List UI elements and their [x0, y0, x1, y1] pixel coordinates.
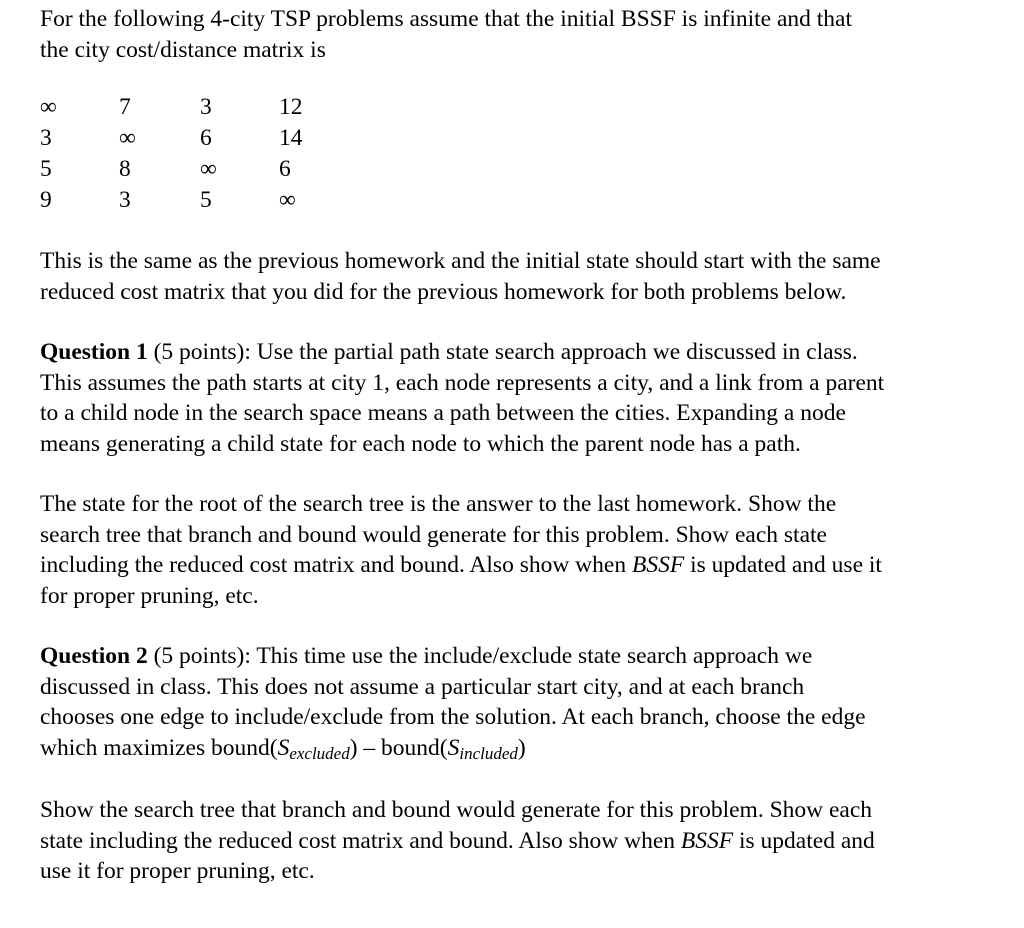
matrix-cell: 8	[119, 156, 131, 182]
s-included-subscript: included	[459, 743, 518, 763]
matrix-cell: 3	[119, 187, 131, 213]
question-1-paragraph	[40, 337, 1010, 459]
q2-detail-text: state including the reduced cost matrix and bound. Also show when	[40, 827, 681, 854]
matrix-cell: 12	[279, 94, 303, 120]
question-2-label: Question 2	[40, 643, 148, 669]
q2-text: )	[517, 734, 526, 761]
question-2-detail-paragraph	[40, 795, 1010, 887]
matrix-cell: ∞	[40, 94, 57, 120]
intro-line-2: the city cost/distance matrix is	[40, 36, 326, 63]
q1-detail-line-4: for proper pruning, etc.	[40, 582, 259, 609]
matrix-row-2	[40, 123, 1010, 154]
question-2-line-4	[40, 733, 1010, 766]
same-note-line-1: This is the same as the previous homework and the initial state should start with the same	[40, 248, 881, 274]
document-page	[40, 4, 1010, 887]
q2-text: ) – bound(	[349, 734, 448, 761]
question-1-detail-paragraph	[40, 489, 1010, 611]
question-1-line-2: This assumes the path starts at city 1, each node represents a city, and a link from a parent	[40, 369, 885, 396]
matrix-cell: 5	[200, 187, 212, 213]
q1-detail-text: is updated and use it	[684, 552, 882, 578]
bssf-term: BSSF	[631, 552, 685, 578]
cost-matrix	[40, 92, 1010, 216]
question-2-line-1	[40, 641, 1010, 672]
q2-detail-line-1: Show the search tree that branch and bound would generate for this problem. Show each	[40, 797, 873, 823]
matrix-cell: ∞	[279, 187, 296, 213]
s-included-symbol: S	[447, 734, 460, 761]
q1-detail-line-1: The state for the root of the search tree is the answer to the last homework. Show the	[40, 491, 837, 517]
q2-detail-line-3: use it for proper pruning, etc.	[40, 858, 315, 884]
question-2-line-3: chooses one edge to include/exclude from the solution. At each branch, choose the edge	[40, 704, 866, 730]
same-note-paragraph	[40, 246, 1010, 307]
same-note-line-2: reduced cost matrix that you did for the previous homework for both problems below.	[40, 278, 847, 305]
matrix-row-3	[40, 154, 1010, 185]
matrix-cell: ∞	[119, 125, 136, 151]
s-excluded-symbol: S	[277, 734, 290, 761]
intro-paragraph	[40, 4, 1010, 65]
question-1-line-3: to a child node in the search space means a path between the cities. Expanding a node	[40, 400, 846, 426]
question-1-points: (5 points): Use the partial path state search approach we discussed in class.	[147, 339, 858, 365]
matrix-cell: 3	[200, 94, 212, 120]
matrix-cell: 3	[40, 125, 52, 151]
intro-line-1: For the following 4-city TSP problems assume that the initial BSSF is infinite and that	[40, 6, 853, 32]
q1-detail-text: including the reduced cost matrix and bound. Also show when	[40, 552, 632, 578]
question-2-paragraph	[40, 641, 1010, 765]
matrix-row-1	[40, 92, 1010, 123]
matrix-row-4	[40, 185, 1010, 216]
matrix-cell: 9	[40, 187, 52, 213]
matrix-cell: ∞	[200, 156, 217, 182]
matrix-cell: 6	[200, 125, 212, 151]
matrix-cell: 14	[279, 125, 303, 151]
question-2-points: (5 points): This time use the include/exclude state search approach we	[147, 643, 813, 669]
s-excluded-subscript: excluded	[289, 743, 350, 763]
question-2-line-2: discussed in class. This does not assume a particular start city, and at each branch	[40, 673, 805, 700]
q1-detail-line-2: search tree that branch and bound would generate for this problem. Show each state	[40, 521, 827, 548]
q2-detail-text: is updated and	[733, 827, 875, 854]
q1-detail-line-3	[40, 550, 1010, 581]
matrix-cell: 7	[119, 94, 131, 120]
question-1-line-1	[40, 337, 1010, 368]
bssf-term: BSSF	[680, 827, 734, 854]
q2-text: which maximizes bound(	[40, 734, 278, 761]
q2-detail-line-2	[40, 826, 1010, 857]
matrix-cell: 5	[40, 156, 52, 182]
question-1-line-4: means generating a child state for each node to which the parent node has a path.	[40, 430, 801, 457]
matrix-cell: 6	[279, 156, 291, 182]
question-1-label: Question 1	[40, 339, 148, 365]
